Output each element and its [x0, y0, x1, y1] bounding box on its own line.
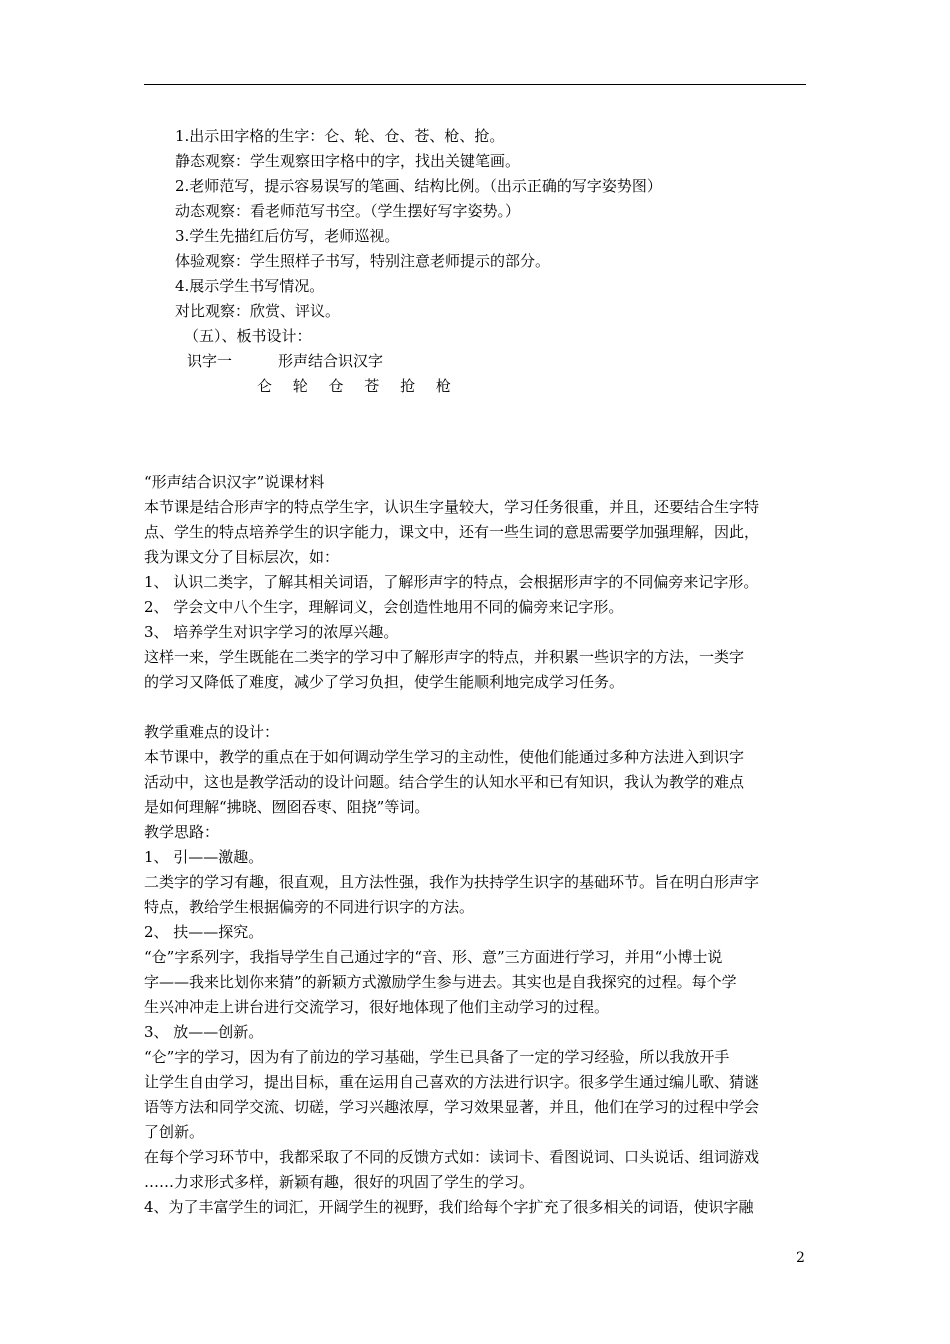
- text-line: 二类字的学习有趣，很直观，且方法性强，我作为扶持学生识字的基础环节。旨在明白形声字: [144, 873, 760, 891]
- text-line: 动态观察：看老师范写书空。（学生摆好写字姿势。）: [175, 202, 521, 220]
- text-line: 2、 扶——探究。: [144, 923, 264, 941]
- section-heading: 教学重难点的设计：: [144, 723, 280, 741]
- text-line: 让学生自由学习，提出目标，重在运用自己喜欢的方法进行识字。很多学生通过编儿歌、猜谜: [144, 1073, 760, 1091]
- section-heading: 教学思路：: [144, 823, 220, 841]
- board-right-label: 形声结合识汉字: [278, 352, 384, 370]
- text-line: 4.展示学生书写情况。: [175, 277, 325, 295]
- text-line: 体验观察：学生照样子书写，特别注意老师提示的部分。: [175, 252, 551, 270]
- text-line: 了创新。: [144, 1123, 205, 1141]
- text-line: 4、为了丰富学生的词汇，开阔学生的视野，我们给每个字扩充了很多相关的词语，使识字融: [144, 1198, 754, 1216]
- text-line: 3、 放——创新。: [144, 1023, 264, 1041]
- text-line: 特点，教给学生根据偏旁的不同进行识字的方法。: [144, 898, 475, 916]
- text-line: 语等方法和同学交流、切磋，学习兴趣浓厚，学习效果显著，并且，他们在学习的过程中学会: [144, 1098, 760, 1116]
- text-line: 的学习又降低了难度，减少了学习负担，使学生能顺利地完成学习任务。: [144, 673, 625, 691]
- text-line: 活动中，这也是教学活动的设计问题。结合学生的认知水平和已有知识，我认为教学的难点: [144, 773, 745, 791]
- board-characters: 仑 轮 仓 苍 抢 枪: [257, 377, 453, 395]
- text-line: 我为课文分了目标层次，如：: [144, 548, 340, 566]
- text-line: 1、 认识二类字，了解其相关词语，了解形声字的特点，会根据形声字的不同偏旁来记字形。: [144, 573, 759, 591]
- text-line: 这样一来，学生既能在二类字的学习中了解形声字的特点，并积累一些识字的方法，一类字: [144, 648, 745, 666]
- text-line: 对比观察：欣赏、评议。: [175, 302, 341, 320]
- text-line: 1、 引——激趣。: [144, 848, 264, 866]
- text-line: 3、 培养学生对识字学习的浓厚兴趣。: [144, 623, 399, 641]
- text-line: 是如何理解“拂晓、囫囵吞枣、阻挠”等词。: [144, 798, 430, 816]
- board-design-title: [187, 352, 383, 370]
- text-line: ……力求形式多样，新颖有趣，很好的巩固了学生的学习。: [144, 1173, 535, 1191]
- header-rule: [144, 84, 806, 85]
- section-heading: （五）、板书设计：: [184, 327, 312, 345]
- text-line: 本节课中，教学的重点在于如何调动学生学习的主动性，使他们能通过多种方法进入到识字: [144, 748, 745, 766]
- text-line: “仑”字的学习，因为有了前边的学习基础，学生已具备了一定的学习经验，所以我放开手: [144, 1048, 730, 1066]
- text-line: 静态观察：学生观察田字格中的字，找出关键笔画。: [175, 152, 521, 170]
- board-left-label: 识字一: [187, 352, 233, 370]
- text-line: “仓”字系列字，我指导学生自己通过字的“音、形、意”三方面进行学习，并用“小博士说: [144, 948, 723, 966]
- page-number: 2: [796, 1250, 805, 1266]
- text-line: 1.出示田字格的生字：仑、轮、仓、苍、枪、抢。: [175, 127, 505, 145]
- text-line: 生兴冲冲走上讲台进行交流学习，很好地体现了他们主动学习的过程。: [144, 998, 610, 1016]
- text-line: 2、 学会文中八个生字，理解词义，会创造性地用不同的偏旁来记字形。: [144, 598, 624, 616]
- text-line: 3.学生先描红后仿写，老师巡视。: [175, 227, 400, 245]
- text-line: 2.老师范写，提示容易误写的笔画、结构比例。（出示正确的写字姿势图）: [175, 177, 662, 195]
- text-line: 点、学生的特点培养学生的识字能力，课文中，还有一些生词的意思需要学加强理解，因此，: [144, 523, 760, 541]
- text-line: 本节课是结合形声字的特点学生字，认识生字量较大，学习任务很重，并且，还要结合生字特: [144, 498, 760, 516]
- text-line: 在每个学习环节中，我都采取了不同的反馈方式如：读词卡、看图说词、口头说话、组词游戏: [144, 1148, 760, 1166]
- text-line: 字——我来比划你来猜”的新颖方式激励学生参与进去。其实也是自我探究的过程。每个学: [144, 973, 737, 991]
- lecture-title: “形声结合识汉字”说课材料: [144, 473, 325, 491]
